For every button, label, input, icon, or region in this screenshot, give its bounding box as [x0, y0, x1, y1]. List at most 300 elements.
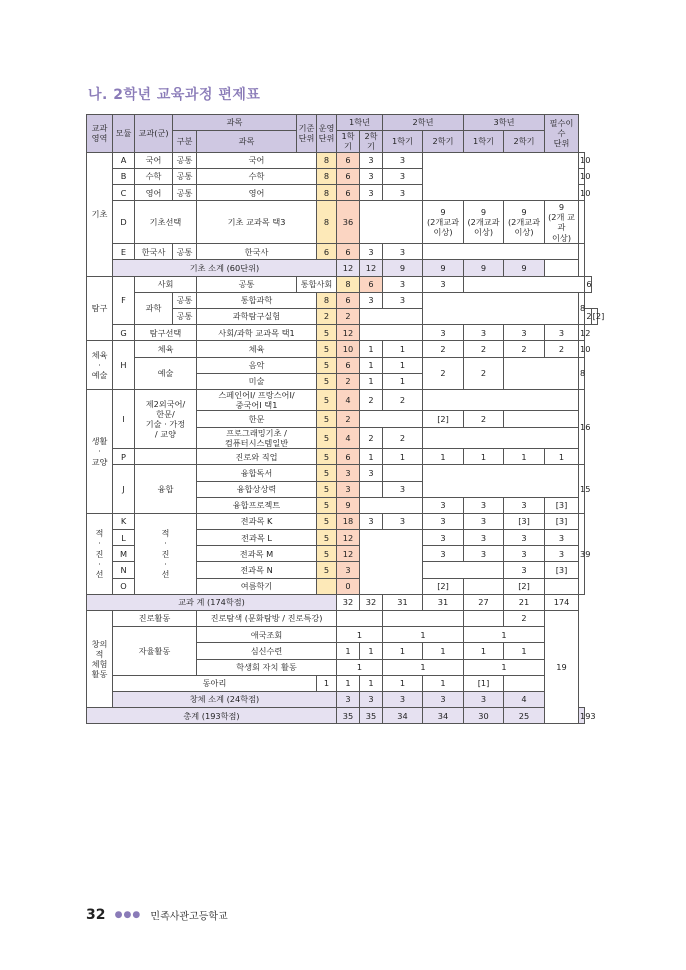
semester-header: 2학기	[360, 131, 383, 153]
table-cell: 3	[504, 325, 545, 341]
table-cell: 예술	[135, 357, 197, 389]
table-cell: [1]	[464, 675, 504, 691]
table-cell: 5	[317, 481, 337, 497]
semester-header: 2학기	[423, 131, 464, 153]
table-cell: 1	[504, 449, 545, 465]
table-cell: 5	[317, 513, 337, 529]
table-cell: 전과목 L	[197, 530, 317, 546]
table-cell: 공통	[173, 185, 197, 201]
table-cell: 174	[545, 594, 579, 610]
table-cell: 8	[579, 292, 585, 324]
page-footer	[86, 907, 228, 923]
table-cell: 총계 (193학점)	[87, 708, 337, 724]
table-cell: 공통	[173, 292, 197, 308]
table-cell: 1	[383, 373, 423, 389]
table-cell: 3	[360, 691, 383, 707]
table-cell: 39	[579, 513, 585, 594]
table-cell: 3	[383, 168, 423, 184]
table-row	[87, 341, 598, 357]
table-cell: 32	[360, 594, 383, 610]
table-cell: 8	[317, 201, 337, 244]
course-header: 과목	[173, 115, 297, 131]
table-cell: 2	[317, 309, 337, 325]
table-row	[87, 691, 598, 707]
table-cell: 30	[464, 708, 504, 724]
table-cell: E	[113, 244, 135, 260]
page-number: 32	[86, 907, 106, 923]
table-cell: P	[113, 449, 135, 465]
table-cell: 6	[337, 152, 360, 168]
table-row	[87, 708, 598, 724]
curriculum-table	[86, 114, 605, 724]
table-cell: 1	[337, 675, 360, 691]
table-cell: 프로그래밍기초 / 컴퓨터시스템일반	[197, 427, 317, 449]
table-cell: 3	[464, 497, 504, 513]
table-cell: 5	[317, 341, 337, 357]
table-cell: 3	[383, 185, 423, 201]
table-cell: 32	[337, 594, 360, 610]
table-cell: 적 · 진 · 선	[135, 513, 197, 594]
table-cell: 2	[464, 341, 504, 357]
empty-cell	[360, 530, 423, 595]
empty-cell	[360, 201, 423, 244]
table-cell: 진로와 직업	[197, 449, 317, 465]
table-cell: 체육	[135, 341, 197, 357]
table-cell: 여름학기	[197, 578, 317, 594]
table-cell: 1	[383, 341, 423, 357]
table-cell: 9 (2개교과 이상)	[464, 201, 504, 244]
table-cell: 1	[464, 449, 504, 465]
table-cell: 3	[383, 244, 423, 260]
empty-cell	[579, 201, 585, 244]
empty-cell	[360, 325, 423, 341]
table-cell: 3	[545, 530, 579, 546]
table-cell: 1	[360, 357, 383, 373]
table-cell: 전과목 K	[197, 513, 317, 529]
table-cell: 2	[383, 427, 423, 449]
table-cell: 2	[423, 341, 464, 357]
table-cell: 2	[464, 411, 504, 427]
table-cell: 25	[504, 708, 545, 724]
table-cell: 6	[360, 276, 383, 292]
table-cell: 5	[317, 562, 337, 578]
table-row	[87, 627, 598, 643]
table-row	[87, 292, 598, 308]
table-cell: 2	[383, 389, 423, 411]
table-cell: 3	[545, 546, 579, 562]
table-cell: 3	[423, 513, 464, 529]
table-row	[87, 389, 598, 411]
empty-cell	[579, 244, 585, 276]
table-cell: 교과 계 (174학점)	[87, 594, 337, 610]
table-row	[87, 276, 598, 292]
table-cell: 9 (2개교과 이상)	[423, 201, 464, 244]
table-cell: I	[113, 389, 135, 448]
table-cell: 3	[383, 292, 423, 308]
kind-header: 구분	[173, 131, 197, 153]
table-cell: 9	[423, 260, 464, 276]
table-cell: 6	[337, 168, 360, 184]
table-cell: 2	[545, 341, 579, 357]
table-cell: 3	[464, 546, 504, 562]
table-cell: 3	[504, 497, 545, 513]
table-cell: 12	[337, 530, 360, 546]
table-cell: 한문	[197, 411, 317, 427]
table-cell: 3	[464, 691, 504, 707]
table-cell: 기초 소계 (60단위)	[113, 260, 337, 276]
empty-cell	[423, 292, 579, 324]
table-cell: 6	[317, 244, 337, 260]
table-cell: [2]	[591, 309, 597, 325]
table-cell: 1	[317, 675, 337, 691]
table-cell: 1	[383, 643, 423, 659]
table-cell: J	[113, 465, 135, 514]
empty-cell	[423, 465, 579, 497]
table-cell: [2]	[504, 578, 545, 594]
table-cell: 동아리	[113, 675, 317, 691]
table-cell: 8	[317, 292, 337, 308]
table-cell: 1	[360, 449, 383, 465]
table-cell: 5	[317, 411, 337, 427]
table-cell: 체육	[197, 341, 317, 357]
table-cell: 27	[464, 594, 504, 610]
table-cell: 수학	[197, 168, 317, 184]
table-cell: 3	[504, 530, 545, 546]
table-cell: 3	[360, 292, 383, 308]
semester-header: 1학기	[464, 131, 504, 153]
table-cell: 10	[337, 341, 360, 357]
table-cell: 1	[360, 643, 383, 659]
table-cell: B	[113, 168, 135, 184]
table-cell: 3	[464, 530, 504, 546]
table-cell: [3]	[545, 562, 579, 578]
table-cell: 1	[360, 675, 383, 691]
table-cell: 9	[504, 260, 545, 276]
area-cell: 탐구	[87, 276, 113, 341]
table-cell: 3	[504, 546, 545, 562]
table-cell: 2	[337, 411, 360, 427]
table-cell: 5	[317, 373, 337, 389]
table-cell: 한국사	[135, 244, 173, 260]
table-cell: 5	[317, 546, 337, 562]
table-cell: 1	[423, 675, 464, 691]
table-cell: [3]	[504, 513, 545, 529]
table-cell: 1	[545, 449, 579, 465]
table-cell: 10	[579, 152, 585, 168]
table-cell: 1	[337, 659, 383, 675]
table-cell: 3	[360, 168, 383, 184]
header-row	[87, 115, 598, 131]
table-cell: N	[113, 562, 135, 578]
table-cell: 12	[337, 546, 360, 562]
subject-header: 과목	[197, 131, 297, 153]
year2-header: 2학년	[383, 115, 464, 131]
table-cell: 8	[317, 185, 337, 201]
semester-header: 1학기	[337, 131, 360, 153]
table-cell: 5	[317, 389, 337, 411]
table-cell: 12	[337, 325, 360, 341]
table-cell: 3	[383, 276, 423, 292]
table-cell: 1	[383, 357, 423, 373]
table-cell: 1	[423, 449, 464, 465]
table-cell: 16	[579, 389, 585, 464]
table-cell: 3	[383, 152, 423, 168]
table-cell: 6	[337, 449, 360, 465]
table-cell: 자율활동	[113, 627, 197, 676]
table-cell: 5	[317, 427, 337, 449]
table-cell: 3	[360, 185, 383, 201]
empty-cell	[504, 357, 579, 389]
table-cell: 3	[464, 325, 504, 341]
empty-cell	[545, 578, 579, 594]
empty-cell	[504, 411, 579, 427]
table-cell: 4	[337, 389, 360, 411]
table-cell: 2	[360, 389, 383, 411]
table-row	[87, 201, 598, 244]
table-cell: 3	[383, 691, 423, 707]
empty-cell	[423, 562, 504, 578]
year1-header: 1학년	[337, 115, 383, 131]
area-cell: 기초	[87, 152, 113, 276]
table-cell: 제2외국어/ 한문/ 기술 · 가정 / 교양	[135, 389, 197, 448]
area-header: 교과 영역	[87, 115, 113, 153]
table-cell: 미술	[197, 373, 317, 389]
table-cell: 8	[579, 357, 585, 389]
table-cell: 5	[317, 325, 337, 341]
table-cell: 3	[360, 513, 383, 529]
table-cell: 공통	[197, 276, 297, 292]
empty-cell	[135, 449, 197, 465]
table-cell: [2]	[423, 578, 464, 594]
semester-header: 2학기	[504, 131, 545, 153]
table-cell: 공통	[173, 152, 197, 168]
table-row	[87, 513, 598, 529]
table-cell: 3	[337, 691, 360, 707]
table-cell: 193	[579, 708, 585, 724]
page-heading: 나. 2학년 교육과정 편제표	[88, 87, 261, 103]
table-cell: 1	[423, 643, 464, 659]
school-name: 민족사관고등학교	[150, 911, 228, 923]
table-cell: 3	[337, 465, 360, 481]
table-cell: 2	[337, 373, 360, 389]
area-cell: 적 · 진 · 선	[87, 513, 113, 594]
table-cell: H	[113, 341, 135, 390]
table-cell: 3	[360, 465, 383, 481]
table-cell: 3	[360, 244, 383, 260]
table-cell: 3	[360, 152, 383, 168]
table-cell: 3	[423, 276, 464, 292]
table-cell: 8	[317, 168, 337, 184]
empty-cell	[423, 389, 579, 411]
table-cell: 3	[464, 513, 504, 529]
group-header: 교과(군)	[135, 115, 173, 153]
table-cell: 12	[360, 260, 383, 276]
table-cell: 2	[585, 309, 591, 325]
table-cell: 6	[337, 185, 360, 201]
table-cell: 1	[383, 659, 464, 675]
table-cell: 5	[317, 449, 337, 465]
empty-cell	[337, 611, 383, 627]
table-cell: 36	[337, 201, 360, 244]
empty-cell	[383, 611, 464, 627]
table-cell: 탐구선택	[135, 325, 197, 341]
table-cell: 19	[545, 611, 579, 724]
table-row	[87, 675, 598, 691]
table-cell: 5	[317, 497, 337, 513]
table-cell: 수학	[135, 168, 173, 184]
table-cell: 3	[423, 691, 464, 707]
table-row	[87, 449, 598, 465]
table-cell: 18	[337, 513, 360, 529]
table-cell: 애국조회	[197, 627, 337, 643]
table-cell: 1	[464, 627, 545, 643]
table-cell: 10	[579, 341, 585, 357]
table-cell: 영어	[197, 185, 317, 201]
table-cell: 6	[585, 276, 591, 292]
table-cell: L	[113, 530, 135, 546]
table-cell: 1	[337, 643, 360, 659]
table-cell: 3	[423, 497, 464, 513]
table-cell: 사회	[135, 276, 197, 292]
table-cell: 공통	[173, 168, 197, 184]
table-row	[87, 244, 598, 260]
table-cell: 융합	[135, 465, 197, 514]
table-cell: 1	[360, 373, 383, 389]
table-cell: 5	[317, 530, 337, 546]
table-cell: 3	[504, 562, 545, 578]
table-cell: 국어	[197, 152, 317, 168]
module-header: 모듈	[113, 115, 135, 153]
table-cell: 학생회 자치 활동	[197, 659, 337, 675]
table-cell: 1	[337, 627, 383, 643]
empty-cell	[360, 309, 423, 325]
empty-cell	[360, 411, 423, 427]
table-cell: 과학탐구실험	[197, 309, 317, 325]
table-cell: M	[113, 546, 135, 562]
table-cell: 31	[383, 594, 423, 610]
table-cell: 5	[317, 465, 337, 481]
table-cell: 3	[337, 481, 360, 497]
empty-cell	[464, 611, 504, 627]
table-row	[87, 465, 598, 481]
table-cell: 9	[383, 260, 423, 276]
table-cell: 6	[337, 244, 360, 260]
table-cell: 사회/과학 교과목 택1	[197, 325, 317, 341]
table-row	[87, 260, 598, 276]
table-cell: 8	[317, 152, 337, 168]
table-row	[87, 594, 598, 610]
table-cell: 9	[464, 260, 504, 276]
table-cell: 융합독서	[197, 465, 317, 481]
table-cell: 3	[423, 546, 464, 562]
table-cell: 1	[383, 627, 464, 643]
table-cell: O	[113, 578, 135, 594]
empty-cell	[383, 465, 423, 481]
table-row	[87, 152, 598, 168]
table-cell: 9 (2개교과 이상)	[504, 201, 545, 244]
table-cell: 과학	[135, 292, 173, 324]
table-cell: 3	[423, 530, 464, 546]
table-cell: 심신수련	[197, 643, 337, 659]
table-cell: 31	[423, 594, 464, 610]
table-cell: 8	[337, 276, 360, 292]
table-cell: 9 (2개 교과 이상)	[545, 201, 579, 244]
empty-cell	[464, 578, 504, 594]
table-cell: 2	[423, 357, 464, 389]
table-cell: 12	[579, 325, 585, 341]
operating-units-header: 운영 단위	[317, 115, 337, 153]
empty-cell	[360, 481, 383, 497]
table-cell: 0	[337, 578, 360, 594]
year3-header: 3학년	[464, 115, 545, 131]
area-cell: 체육 · 예술	[87, 341, 113, 390]
table-cell: 3	[383, 481, 423, 497]
table-cell: 2	[360, 427, 383, 449]
table-cell: 전과목 M	[197, 546, 317, 562]
table-cell: 3	[337, 562, 360, 578]
empty-cell	[423, 152, 579, 201]
table-cell: 34	[423, 708, 464, 724]
table-cell: 창체 소계 (24학점)	[113, 691, 337, 707]
table-cell: 1	[504, 643, 545, 659]
table-cell: 1	[464, 659, 545, 675]
table-cell: [3]	[545, 513, 579, 529]
table-cell: C	[113, 185, 135, 201]
standard-units-header: 기준 단위	[297, 115, 317, 153]
table-cell: 21	[504, 594, 545, 610]
empty-cell	[423, 427, 579, 449]
table-row	[87, 357, 598, 373]
table-cell: 1	[360, 341, 383, 357]
table-cell: 공통	[173, 309, 197, 325]
table-cell: 35	[360, 708, 383, 724]
area-cell: 생활 · 교양	[87, 389, 113, 513]
table-cell: 통합사회	[297, 276, 337, 292]
table-cell: 9	[337, 497, 360, 513]
table-cell: 6	[337, 357, 360, 373]
table-cell: 4	[504, 691, 545, 707]
empty-cell	[423, 244, 579, 260]
table-cell: 영어	[135, 185, 173, 201]
table-cell: [2]	[423, 411, 464, 427]
required-units-header: 필수이수 단위	[545, 115, 579, 153]
table-cell: K	[113, 513, 135, 529]
table-cell: G	[113, 325, 135, 341]
table-cell: 한국사	[197, 244, 317, 260]
table-cell: A	[113, 152, 135, 168]
table-cell: 국어	[135, 152, 173, 168]
table-cell: 기초선택	[135, 201, 197, 244]
empty-cell	[360, 497, 423, 513]
table-cell: 3	[545, 325, 579, 341]
table-cell: [3]	[545, 497, 579, 513]
table-cell: 공통	[173, 244, 197, 260]
table-cell: 2	[504, 341, 545, 357]
table-row	[87, 325, 598, 341]
table-cell: 전과목 N	[197, 562, 317, 578]
empty-cell	[464, 276, 585, 292]
table-cell: 스페인어Ⅰ/ 프랑스어Ⅰ/ 중국어Ⅰ 택1	[197, 389, 317, 411]
table-cell: F	[113, 276, 135, 325]
table-cell: D	[113, 201, 135, 244]
table-cell: 기초 교과목 택3	[197, 201, 317, 244]
table-cell: 5	[317, 357, 337, 373]
table-cell: 3	[383, 513, 423, 529]
table-cell: 6	[337, 292, 360, 308]
table-cell: 통합과학	[197, 292, 317, 308]
table-cell: 진로탐색 (문화탐방 / 진로특강)	[197, 611, 337, 627]
table-cell: 1	[464, 643, 504, 659]
